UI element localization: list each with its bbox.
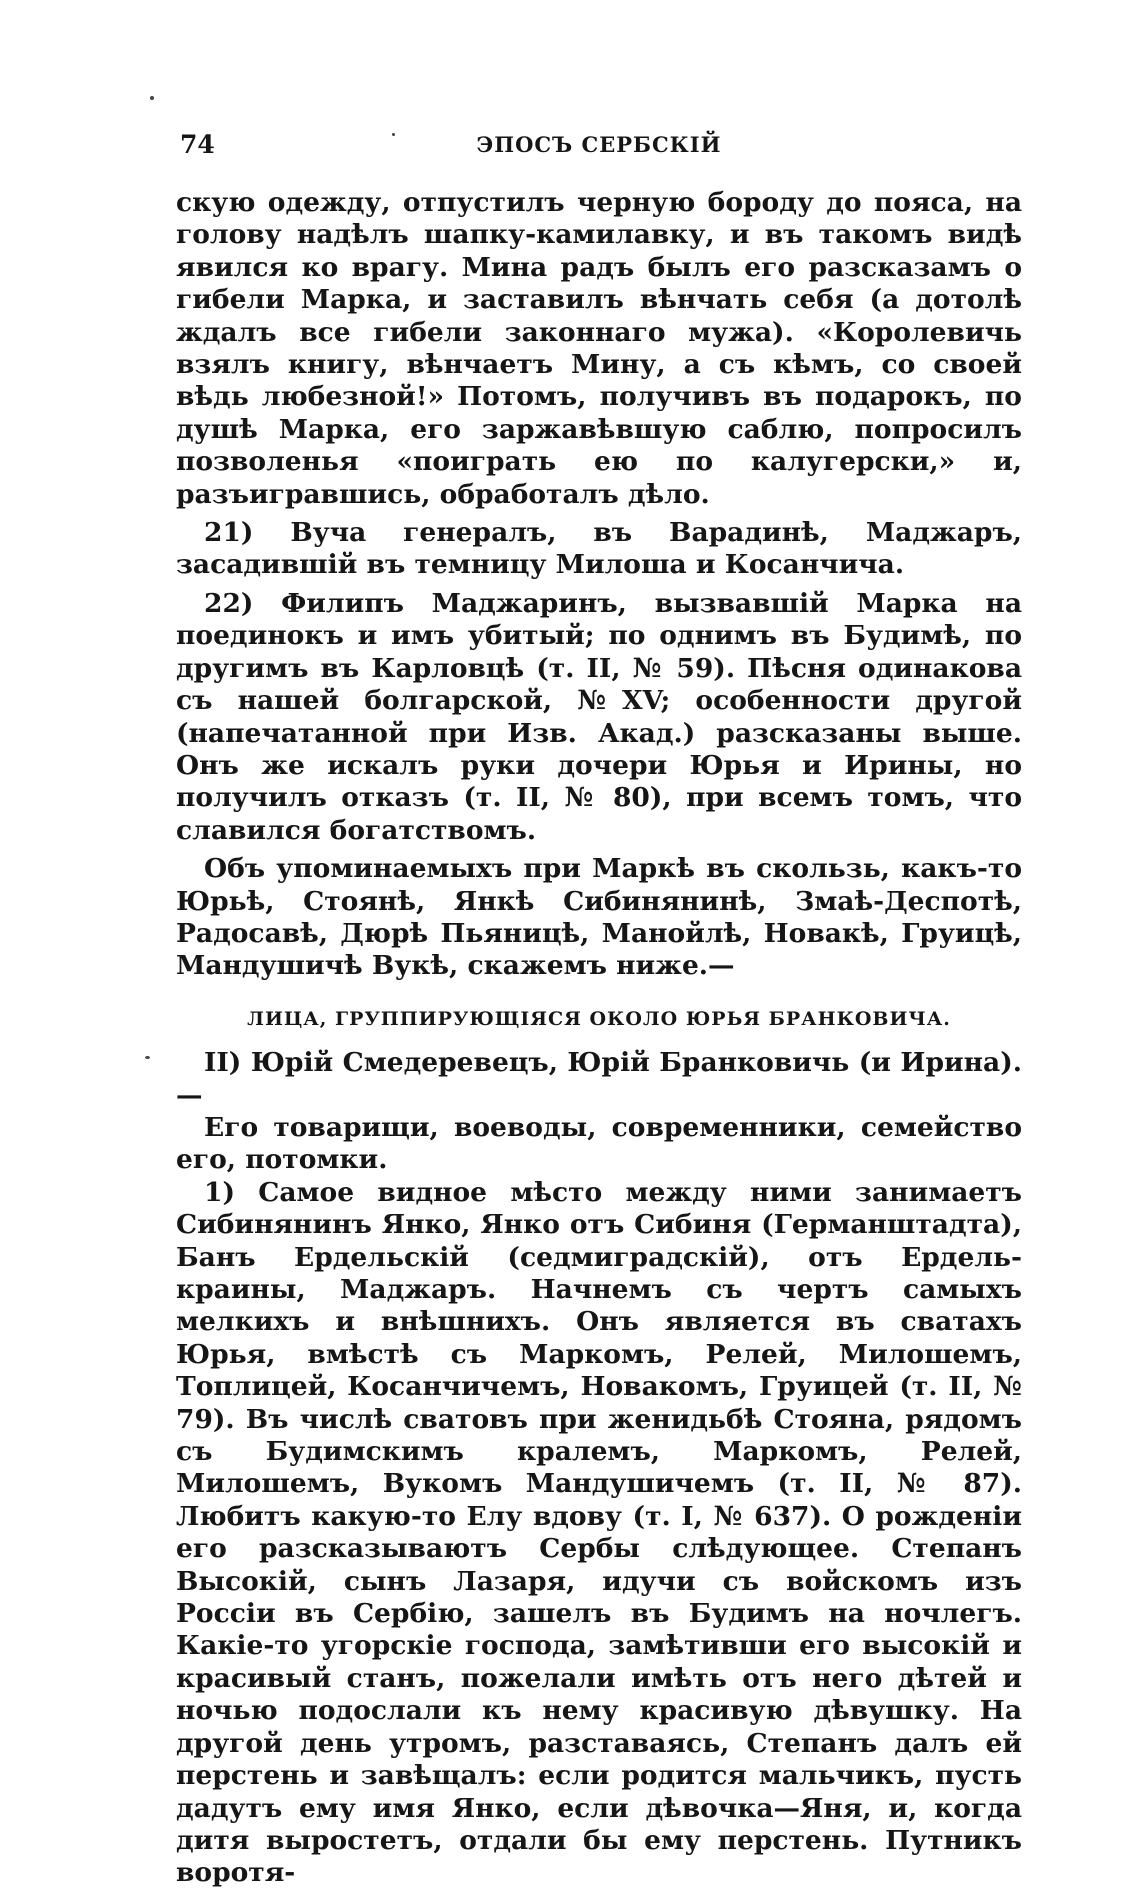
paragraph-section-II-subtitle: Его товарищи, воеводы, современники, семейство его, потомки. bbox=[176, 1111, 1022, 1176]
page-body bbox=[176, 187, 1022, 1890]
scan-speck bbox=[145, 1056, 150, 1059]
paragraph-1-sibinyanin-yanko: 1) Самое видное мѣсто между ними занимаетъ Сибинянинъ Янко, Янко отъ Сибиня (Германштадта), Банъ Ердельскій (седмиградскій), отъ Ердель-краины, Маджаръ. Начнемъ съ чертъ самыхъ мелкихъ и внѣшнихъ. Онъ является въ сватахъ Юрья, вмѣстѣ съ Маркомъ, Релей, Милошемъ, Топлицей, Косанчичемъ, Новакомъ, Груицей (т. II, № 79). Въ числѣ сватовъ при женидьбѣ Стояна, рядомъ съ Будимскимъ кралемъ, Маркомъ, Релей, Милошемъ, Вукомъ Мандушичемъ (т. II, № 87). Любитъ какую-то Елу вдову (т. I, № 637). О рожденіи его разсказываютъ Сербы слѣдующее. Степанъ Высокій, сынъ Лазаря, идучи съ войскомъ изъ Россіи въ Сербію, зашелъ въ Будимъ на ночлегъ. Какіе-то угорскіе господа, замѣтивши его высокій и красивый станъ, пожелали имѣть отъ него дѣтей и ночью подослали къ нему красивую дѣвушку. На другой день утромъ, разставаясь, Степанъ далъ ей перстень и завѣщалъ: если родится мальчикъ, пусть дадутъ ему имя Янко, если дѣвочка—Яня, и, когда дитя выростетъ, отдали бы ему перстень. Путникъ воротя- bbox=[176, 1176, 1022, 1889]
paragraph-21-vucha: 21) Вуча генералъ, въ Варадинѣ, Маджаръ, засадившій въ темницу Милоша и Косанчича. bbox=[176, 517, 1022, 581]
paragraph-section-II-title: II) Юрій Смедеревецъ, Юрій Бранковичь (и Ирина).— bbox=[176, 1047, 1022, 1111]
running-head: ЭПОСЪ СЕРБСКІЙ bbox=[476, 132, 722, 157]
scan-speck bbox=[150, 96, 154, 100]
page-header bbox=[176, 130, 1022, 166]
page-number: 74 bbox=[180, 130, 215, 159]
paragraph-mentioned-persons: Объ упоминаемыхъ при Маркѣ въ скользь, какъ-то Юрьѣ, Стоянѣ, Янкѣ Сибинянинѣ, Змаѣ-Деспотѣ, Радосавѣ, Дюрѣ Пьяницѣ, Манойлѣ, Новакѣ, Груицѣ, Мандушичѣ Вукѣ, скажемъ ниже.— bbox=[176, 853, 1022, 982]
section-heading: ЛИЦА, ГРУППИРУЮЩІЯСЯ ОКОЛО ЮРЬЯ БРАНКОВИЧА. bbox=[247, 1007, 951, 1030]
paragraph-continuation: скую одежду, отпустилъ черную бороду до пояса, на голову надѣлъ шапку-камилавку, и въ такомъ видѣ явился ко врагу. Мина радъ былъ его разсказамъ о гибели Марка, и заставилъ вѣнчать себя (а дотолѣ ждалъ все гибели законнаго мужа). «Королевичь взялъ книгу, вѣнчаетъ Мину, а съ кѣмъ, со своей вѣдь любезной!» Потомъ, получивъ въ подарокъ, по душѣ Марка, его заржавѣвшую саблю, попросилъ позволенья «поиграть ею по калугерски,» и, разъигравшись, обработалъ дѣло. bbox=[176, 187, 1022, 510]
paragraph-22-filip: 22) Филипъ Маджаринъ, вызвавшій Марка на поединокъ и имъ убитый; по однимъ въ Будимѣ, по другимъ въ Карловцѣ (т. II, № 59). Пѣсня одинакова съ нашей болгарской, №XV; особенности другой (напечатанной при Изв. Акад.) разсказаны выше. Онъ же искалъ руки дочери Юрья и Ирины, но получилъ отказъ (т. II, № 80), при всемъ томъ, что славился богатствомъ. bbox=[176, 587, 1022, 846]
